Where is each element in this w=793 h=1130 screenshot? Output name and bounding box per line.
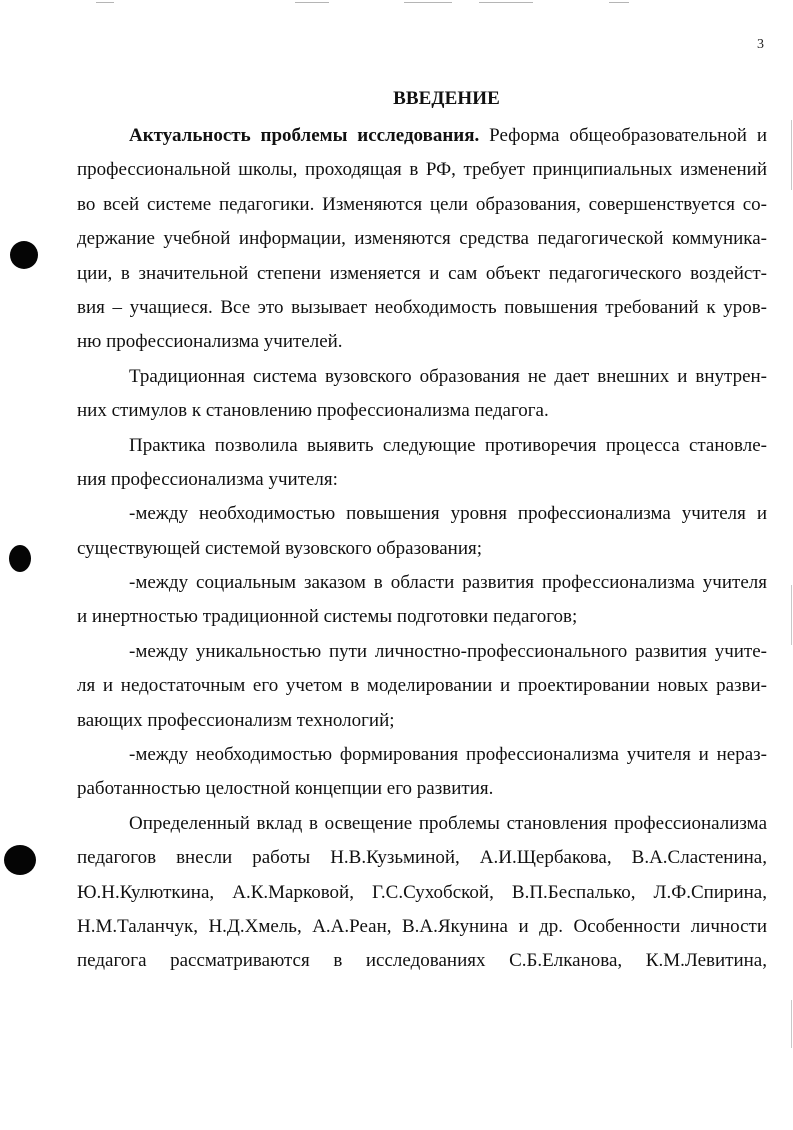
body-text [77, 119, 767, 979]
punch-hole [10, 241, 38, 269]
scan-edge-mark [404, 2, 452, 3]
paragraph-1-line-1 [77, 119, 767, 153]
page-number: 3 [757, 37, 764, 52]
text-line: педагога рассматриваются в исследованиях С.Б.Елканова, К.М.Левитина, [77, 950, 767, 972]
text-line: Практика позволила выявить следующие противоречия процесса становле- [129, 434, 767, 456]
text-line: вающих профессионализм технологий; [77, 709, 395, 731]
text-line: вия – учащиеся. Все это вызывает необходимость повышения требований к уров- [77, 296, 767, 318]
text-line: Ю.Н.Кулюткина, А.К.Марковой, Г.С.Сухобской, В.П.Беспалько, Л.Ф.Спирина, [77, 881, 767, 903]
text-line: во всей системе педагогики. Изменяются цели образования, совершенствуется со- [77, 193, 767, 215]
scan-edge-mark [609, 2, 629, 3]
text-line: существующей системой вузовского образования; [77, 537, 483, 559]
text-line: Традиционная система вузовского образования не дает внешних и внутрен- [129, 365, 767, 387]
text-line: ции, в значительной степени изменяется и сам объект педагогического воздейст- [77, 262, 767, 284]
text-line: Н.М.Таланчук, Н.Д.Хмель, А.А.Реан, В.А.Якунина и др. Особенности личности [77, 915, 767, 937]
page-title: ВВЕДЕНИЕ [393, 88, 500, 109]
scan-edge-mark [791, 1000, 792, 1048]
text-line: ния профессионализма учителя: [77, 468, 338, 490]
text-line: ля и недостаточным его учетом в моделировании и проектировании новых разви- [77, 675, 767, 697]
text-line: и инертностью традиционной системы подготовки педагогов; [77, 606, 578, 628]
text-line: педагогов внесли работы Н.В.Кузьминой, А.И.Щербакова, В.А.Сластенина, [77, 847, 767, 869]
scan-edge-mark [96, 2, 114, 3]
text-line: работанностью целостной концепции его развития. [77, 778, 494, 800]
text-line: -между необходимостью повышения уровня профессионализма учителя и [129, 503, 767, 525]
punch-hole [4, 845, 36, 875]
text-line: профессиональной школы, проходящая в РФ, требует принципиальных изменений [77, 159, 767, 181]
text-line: -между уникальностью пути личностно-профессионального развития учите- [129, 640, 767, 662]
text-line: них стимулов к становлению профессионализма педагога. [77, 400, 549, 422]
text-line: Реформа общеобразовательной и [479, 125, 768, 146]
scan-edge-mark [791, 585, 792, 645]
text-line: держание учебной информации, изменяются средства педагогической коммуника- [77, 228, 767, 250]
text-line: -между необходимостью формирования профессионализма учителя и нераз- [129, 744, 767, 766]
scan-edge-mark [295, 2, 329, 3]
text-line: Определенный вклад в освещение проблемы становления профессионализма [129, 812, 767, 834]
paragraph-lead: Актуальность проблемы исследования. [129, 125, 480, 146]
punch-hole [9, 545, 31, 572]
scan-edge-mark [791, 120, 792, 190]
text-line: -между социальным заказом в области развития профессионализма учителя [129, 572, 767, 594]
text-line: ню профессионализма учителей. [77, 331, 343, 353]
scan-edge-mark [479, 2, 533, 3]
